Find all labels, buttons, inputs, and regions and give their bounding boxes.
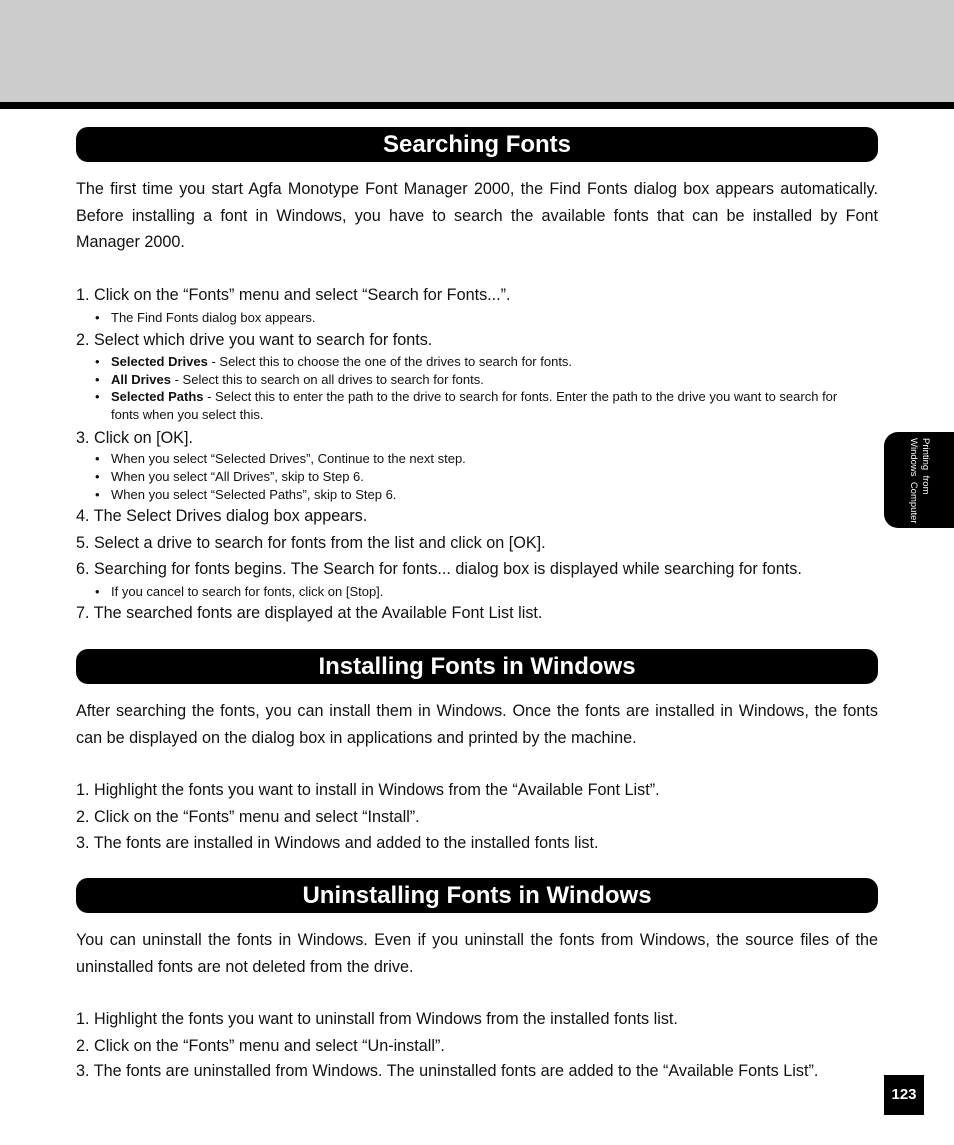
- searching-step-3-bullet-2: • When you select “All Drives”, skip to Step 6.: [95, 469, 364, 484]
- section-title-uninstalling-fonts: Uninstalling Fonts in Windows: [76, 878, 878, 913]
- header-rule: [0, 102, 954, 109]
- uninstalling-intro: You can uninstall the fonts in Windows. Even if you uninstall the fonts from Windows, the source files of the uninstalled fonts are not deleted from the drive.: [76, 931, 878, 976]
- searching-step-2: 2. Select which drive you want to search for fonts.: [76, 331, 433, 349]
- searching-step-3-bullet-3: • When you select “Selected Paths”, skip to Step 6.: [95, 487, 397, 502]
- installing-step-1: 1. Highlight the fonts you want to install in Windows from the “Available Font List”.: [76, 781, 660, 799]
- section-title-installing-fonts: Installing Fonts in Windows: [76, 649, 878, 684]
- page-number: 123: [884, 1075, 924, 1115]
- searching-step-1: 1. Click on the “Fonts” menu and select “Search for Fonts...”.: [76, 286, 511, 304]
- searching-step-3-bullet-1: • When you select “Selected Drives”, Continue to the next step.: [95, 451, 466, 466]
- searching-step-2-bullet-2: • All Drives - Select this to search on all drives to search for fonts.: [95, 372, 484, 387]
- searching-step-4: 4. The Select Drives dialog box appears.: [76, 507, 368, 525]
- searching-step-2-bullet-3: • Selected Paths - Select this to enter the path to the drive to search for fonts. Enter the path to the drive you want to search for fonts when you select this.: [95, 389, 838, 422]
- searching-step-7: 7. The searched fonts are displayed at the Available Font List list.: [76, 604, 543, 622]
- uninstalling-step-2: 2. Click on the “Fonts” menu and select “Un-install”.: [76, 1037, 445, 1055]
- searching-step-6: 6. Searching for fonts begins. The Search for fonts... dialog box is displayed while searching for fonts.: [76, 560, 802, 578]
- searching-step-5: 5. Select a drive to search for fonts from the list and click on [OK].: [76, 534, 546, 552]
- searching-step-1-bullet-1: • The Find Fonts dialog box appears.: [95, 310, 316, 325]
- uninstalling-step-3: 3. The fonts are uninstalled from Windows. The uninstalled fonts are added to the “Available Fonts List”.: [76, 1062, 819, 1080]
- uninstalling-step-1: 1. Highlight the fonts you want to uninstall from Windows from the installed fonts list.: [76, 1010, 678, 1028]
- searching-step-3: 3. Click on [OK].: [76, 429, 193, 447]
- chapter-side-tab-label: Printing from Windows Computer: [908, 438, 931, 524]
- installing-intro: After searching the fonts, you can install them in Windows. Once the fonts are installed in Windows, the fonts can be displayed on the dialog box in applications and printed by the machine.: [76, 702, 878, 747]
- searching-step-6-bullet-1: • If you cancel to search for fonts, click on [Stop].: [95, 584, 384, 599]
- searching-intro: The first time you start Agfa Monotype Font Manager 2000, the Find Fonts dialog box appears automatically. Before installing a font in Windows, you have to search the available fonts that can be installed by Font Manager 2000.: [76, 180, 878, 251]
- installing-step-2: 2. Click on the “Fonts” menu and select “Install”.: [76, 808, 420, 826]
- searching-step-2-bullet-1: • Selected Drives - Select this to choose the one of the drives to search for fonts.: [95, 354, 573, 369]
- header-band: [0, 0, 954, 102]
- section-title-searching-fonts: Searching Fonts: [76, 127, 878, 162]
- installing-step-3: 3. The fonts are installed in Windows and added to the installed fonts list.: [76, 834, 599, 852]
